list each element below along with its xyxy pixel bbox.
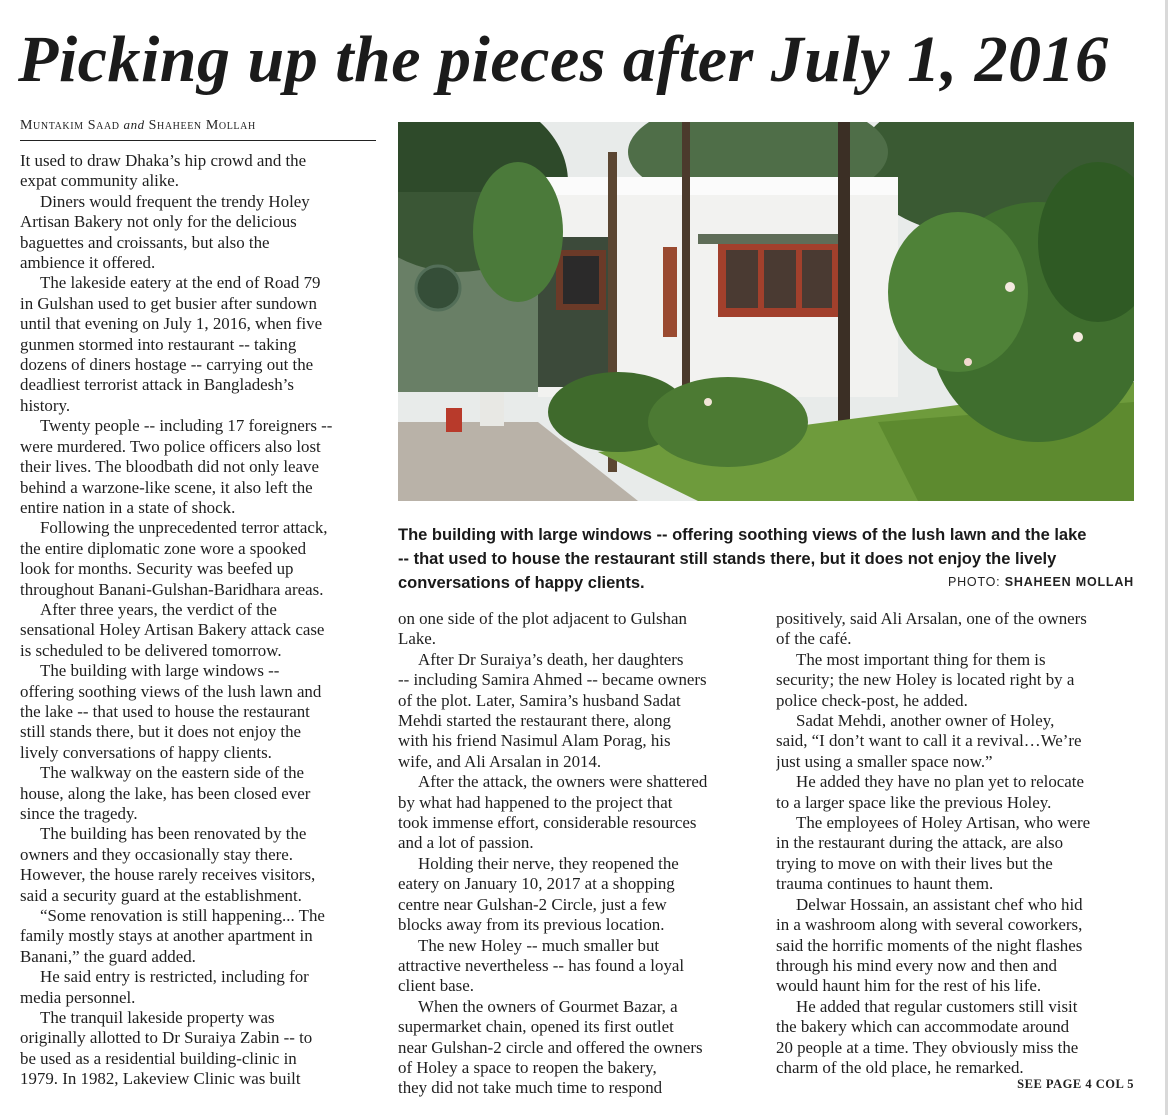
paragraph-line: is scheduled to be delivered tomorrow. xyxy=(20,640,282,660)
article-photo xyxy=(398,122,1134,501)
paragraph-line: were murdered. Two police officers also lost xyxy=(20,436,321,456)
paragraph-line: took immense effort, considerable resources xyxy=(398,813,697,833)
article-paragraph xyxy=(20,151,378,192)
article-paragraph xyxy=(776,813,1138,895)
paragraph-line: Banani,” the guard added. xyxy=(20,946,196,966)
paragraph-line: just using a smaller space now.” xyxy=(776,751,993,771)
paragraph-line: police check-post, he added. xyxy=(776,690,968,710)
paragraph-line: When the owners of Gourmet Bazar, a xyxy=(418,996,678,1016)
paragraph-line: would haunt him for the rest of his life. xyxy=(776,976,1042,996)
paragraph-line: near Gulshan-2 circle and offered the owners xyxy=(398,1037,703,1057)
paragraph-line: eatery on January 10, 2017 at a shopping xyxy=(398,874,675,894)
paragraph-line: house, along the lake, has been closed ever xyxy=(20,783,311,803)
paragraph-line: baguettes and croissants, but also the xyxy=(20,232,270,252)
paragraph-line: in the restaurant during the attack, are also xyxy=(776,833,1064,853)
paragraph-line: look for months. Security was beefed up xyxy=(20,559,294,579)
photo-credit-label: PHOTO: xyxy=(947,575,1001,589)
paragraph-line: of the plot. Later, Samira’s husband Sadat xyxy=(398,690,681,710)
paragraph-line: It used to draw Dhaka’s hip crowd and the xyxy=(20,151,307,170)
article-paragraph xyxy=(398,609,760,650)
paragraph-line: said, “I don’t want to call it a revival…We’re xyxy=(776,731,1082,751)
paragraph-line: centre near Gulshan-2 Circle, just a few xyxy=(398,894,667,914)
paragraph-line: 20 people at a time. They obviously miss the xyxy=(776,1037,1079,1057)
article-paragraph xyxy=(398,772,760,854)
paragraph-line: their lives. The bloodbath did not only leave xyxy=(20,457,319,477)
paragraph-line: However, the house rarely receives visitors, xyxy=(20,865,316,885)
article-paragraph xyxy=(20,967,378,1008)
paragraph-line: on one side of the plot adjacent to Gulshan xyxy=(398,609,687,628)
continuation-note: SEE PAGE 4 COL 5 xyxy=(1017,1077,1134,1091)
paragraph-line: Diners would frequent the trendy Holey xyxy=(40,191,310,211)
paragraph-line: wife, and Ali Arsalan in 2014. xyxy=(398,751,602,771)
article-paragraph xyxy=(20,273,378,416)
paragraph-line: He said entry is restricted, including for xyxy=(40,967,309,987)
article-paragraph xyxy=(20,192,378,274)
paragraph-line: media personnel. xyxy=(20,987,136,1007)
article-paragraph xyxy=(398,650,760,772)
byline xyxy=(20,117,376,141)
paragraph-line: He added they have no plan yet to relocate xyxy=(796,772,1084,792)
paragraph-line: owners and they occasionally stay there. xyxy=(20,844,293,864)
paragraph-line: After three years, the verdict of the xyxy=(40,599,277,619)
caption-line: The building with large windows -- offering soothing views of the lush lawn and the lake xyxy=(398,526,1087,544)
paragraph-line: attractive nevertheless -- has found a loyal xyxy=(398,955,685,975)
paragraph-line: security; the new Holey is located right by a xyxy=(776,670,1075,690)
caption-line: -- that used to house the restaurant still stands there, but it does not enjoy the lively xyxy=(398,550,1057,568)
paragraph-line: Twenty people -- including 17 foreigners -- xyxy=(40,416,333,436)
paragraph-line: with his friend Nasimul Alam Porag, his xyxy=(398,731,671,751)
paragraph-line: said a security guard at the establishment. xyxy=(20,885,302,905)
paragraph-line: throughout Banani-Gulshan-Baridhara areas. xyxy=(20,579,324,599)
article-paragraph xyxy=(776,997,1138,1079)
paragraph-line: history. xyxy=(20,395,71,415)
paragraph-line: expat community alike. xyxy=(20,171,180,191)
article-paragraph xyxy=(20,661,378,763)
paragraph-line: -- including Samira Ahmed -- became owners xyxy=(398,670,707,690)
paragraph-line: After Dr Suraiya’s death, her daughters xyxy=(418,649,684,669)
photo-illustration xyxy=(398,122,1134,501)
article-paragraph xyxy=(398,936,760,997)
article-paragraph xyxy=(20,600,378,661)
paragraph-line: deadliest terrorist attack in Bangladesh’s xyxy=(20,375,294,395)
paragraph-line: in a washroom along with several coworkers, xyxy=(776,915,1083,935)
article-paragraph xyxy=(776,772,1138,813)
photo-credit-name: SHAHEEN MOLLAH xyxy=(1004,575,1134,589)
paragraph-line: Holding their nerve, they reopened the xyxy=(418,853,679,873)
paragraph-line: behind a warzone-like scene, it also left the xyxy=(20,477,313,497)
paragraph-line: trying to move on with their lives but the xyxy=(776,853,1053,873)
paragraph-line: they did not take much time to respond xyxy=(398,1078,663,1098)
paragraph-line: the entire diplomatic zone wore a spooked xyxy=(20,538,307,558)
photo-credit xyxy=(948,575,1134,589)
paragraph-line: of the café. xyxy=(776,629,852,649)
paragraph-line: charm of the old place, he remarked. xyxy=(776,1057,1024,1077)
paragraph-line: by what had happened to the project that xyxy=(398,792,673,812)
caption-line: conversations of happy clients. xyxy=(398,574,645,592)
paragraph-line: until that evening on July 1, 2016, when five xyxy=(20,314,323,334)
paragraph-line: offering soothing views of the lush lawn and xyxy=(20,681,322,701)
paragraph-line: Sadat Mehdi, another owner of Holey, xyxy=(796,711,1055,731)
article-paragraph xyxy=(776,895,1138,997)
byline-conjunction: and xyxy=(123,117,145,132)
paragraph-line: The lakeside eatery at the end of Road 79 xyxy=(40,273,321,293)
byline-author-2: Shaheen Mollah xyxy=(148,118,256,133)
paragraph-line: The building has been renovated by the xyxy=(40,824,307,844)
article-paragraph xyxy=(20,906,378,967)
paragraph-line: The new Holey -- much smaller but xyxy=(418,935,660,955)
paragraph-line: Delwar Hossain, an assistant chef who hid xyxy=(796,894,1083,914)
paragraph-line: of Holey a space to reopen the bakery, xyxy=(398,1057,657,1077)
article-paragraph xyxy=(776,711,1138,772)
article-paragraph xyxy=(20,1008,378,1090)
paragraph-line: The tranquil lakeside property was xyxy=(40,1008,275,1028)
paragraph-line: He added that regular customers still visit xyxy=(796,996,1078,1016)
paragraph-line: through his mind every now and then and xyxy=(776,955,1057,975)
paragraph-line: Lake. xyxy=(398,629,436,649)
paragraph-line: in Gulshan used to get busier after sundown xyxy=(20,293,317,313)
paragraph-line: ambience it offered. xyxy=(20,253,156,273)
headline: Picking up the pieces after July 1, 2016 xyxy=(18,23,1109,96)
paragraph-line: and a lot of passion. xyxy=(398,833,534,853)
paragraph-line: The most important thing for them is xyxy=(796,649,1046,669)
paragraph-line: sensational Holey Artisan Bakery attack case xyxy=(20,620,325,640)
article-column-1 xyxy=(20,151,378,1090)
article-paragraph xyxy=(20,763,378,824)
paragraph-line: originally allotted to Dr Suraiya Zabin -- to xyxy=(20,1028,313,1048)
article-paragraph xyxy=(20,518,378,600)
paragraph-line: said the horrific moments of the night flashes xyxy=(776,935,1083,955)
paragraph-line: dozens of diners hostage -- carrying out the xyxy=(20,355,314,375)
paragraph-line: gunmen stormed into restaurant -- taking xyxy=(20,334,297,354)
paragraph-line: the lake -- that used to house the restaurant xyxy=(20,701,310,721)
paragraph-line: The building with large windows -- xyxy=(40,661,280,681)
paragraph-line: 1979. In 1982, Lakeview Clinic was built xyxy=(20,1069,301,1089)
article-paragraph xyxy=(776,650,1138,711)
article-paragraph xyxy=(776,609,1138,650)
byline-author-1: Muntakim Saad xyxy=(20,118,120,133)
paragraph-line: the bakery which can accommodate around xyxy=(776,1017,1070,1037)
paragraph-line: supermarket chain, opened its first outlet xyxy=(398,1017,674,1037)
article-column-3 xyxy=(776,609,1138,1078)
paragraph-line: family mostly stays at another apartment in xyxy=(20,926,313,946)
article-paragraph xyxy=(20,416,378,518)
paragraph-line: The walkway on the eastern side of the xyxy=(40,763,305,783)
paragraph-line: After the attack, the owners were shattered xyxy=(418,772,708,792)
paragraph-line: blocks away from its previous location. xyxy=(398,915,665,935)
paragraph-line: since the tragedy. xyxy=(20,804,138,823)
article-paragraph xyxy=(398,854,760,936)
paragraph-line: still stands there, but it does not enjoy the xyxy=(20,722,302,742)
paragraph-line: entire nation in a state of shock. xyxy=(20,497,236,517)
article-column-2 xyxy=(398,609,760,1099)
paragraph-line: trauma continues to haunt them. xyxy=(776,874,994,894)
article-paragraph xyxy=(20,824,378,906)
paragraph-line: Artisan Bakery not only for the delicious xyxy=(20,212,297,232)
article-paragraph xyxy=(398,997,760,1099)
paragraph-line: Following the unprecedented terror attack, xyxy=(40,518,328,538)
paragraph-line: The employees of Holey Artisan, who were xyxy=(796,813,1091,833)
paragraph-line: client base. xyxy=(398,976,474,996)
paragraph-line: lively conversations of happy clients. xyxy=(20,742,272,762)
paragraph-line: positively, said Ali Arsalan, one of the owners xyxy=(776,609,1087,628)
paragraph-line: to a larger space like the previous Holey. xyxy=(776,792,1052,812)
paragraph-line: Mehdi started the restaurant there, along xyxy=(398,711,671,731)
paragraph-line: be used as a residential building-clinic in xyxy=(20,1048,297,1068)
paragraph-line: “Some renovation is still happening... The xyxy=(40,906,325,926)
